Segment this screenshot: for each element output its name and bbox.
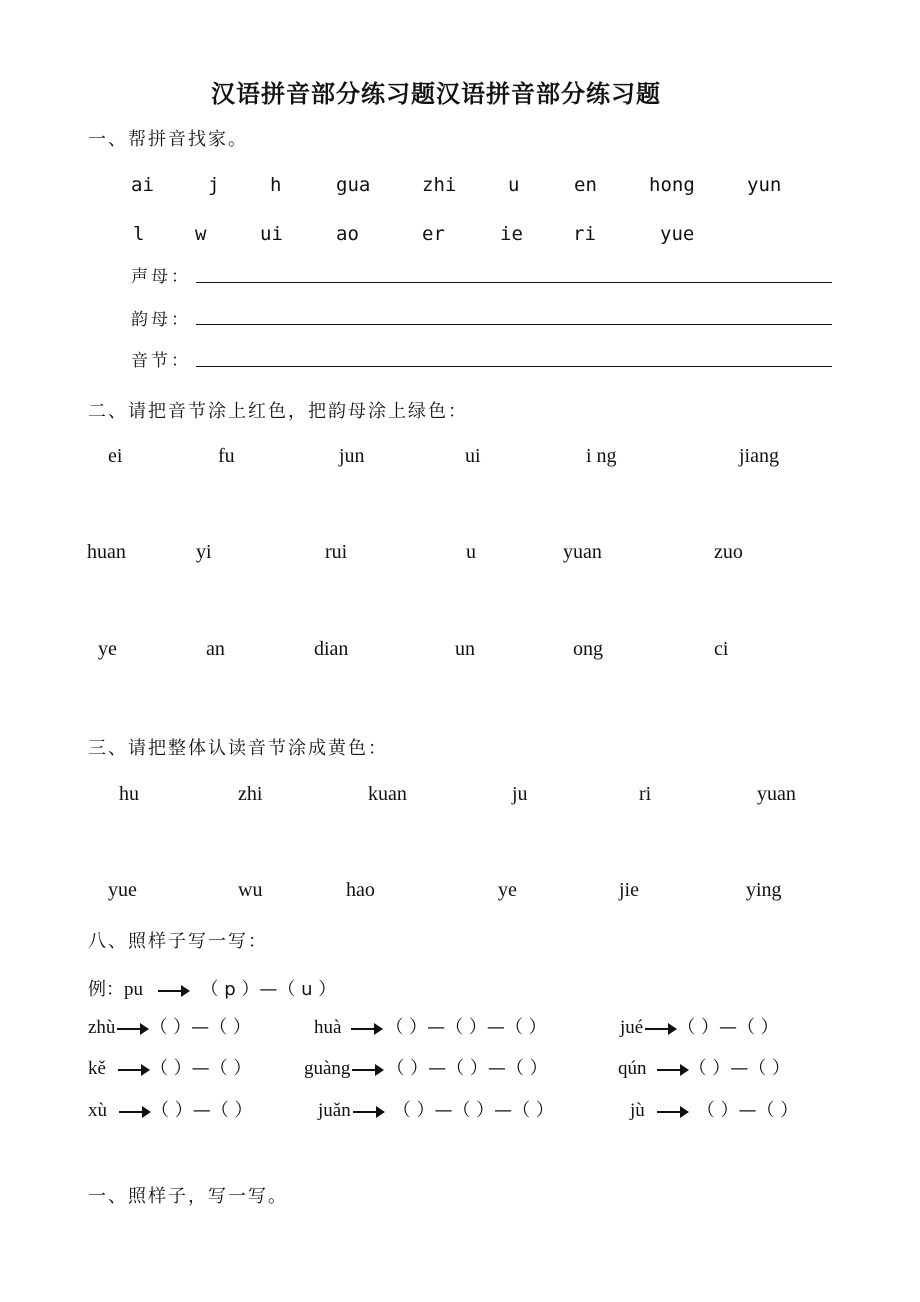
- split-word: huà: [314, 1017, 342, 1038]
- pinyin-item: fu: [218, 445, 235, 467]
- pinyin-item: yi: [196, 541, 212, 563]
- split-word: kě: [88, 1058, 106, 1079]
- split-word: juǎn: [318, 1100, 351, 1121]
- section-last-heading: 一、照样子，写一写。: [88, 1186, 288, 1207]
- pinyin-item: yue: [660, 223, 695, 245]
- pinyin-item: en: [574, 174, 597, 196]
- split-item: [88, 1054, 251, 1080]
- pinyin-item: jiang: [739, 445, 779, 467]
- answer-blanks[interactable]: （ ）—（ ）—（ ）: [385, 1017, 547, 1038]
- pinyin-item: zhi: [422, 174, 457, 196]
- pinyin-item: wu: [238, 879, 263, 901]
- finals-answer-line[interactable]: [196, 324, 832, 325]
- pinyin-item: rui: [325, 541, 348, 563]
- example-answer: （ p ）—（ u ）: [200, 979, 337, 1000]
- split-word: guàng: [304, 1058, 351, 1079]
- answer-blanks[interactable]: （ ）—（ ）: [696, 1100, 799, 1121]
- arrow-icon: [353, 1111, 383, 1113]
- pinyin-item: ui: [260, 223, 283, 245]
- pinyin-item: jun: [339, 445, 365, 467]
- split-item: [618, 1054, 790, 1080]
- answer-blanks[interactable]: （ ）—（ ）: [149, 1017, 251, 1038]
- pinyin-item: ei: [108, 445, 123, 467]
- answer-blanks[interactable]: （ ）—（ ）: [149, 1058, 252, 1079]
- pinyin-item: yuan: [563, 541, 602, 563]
- arrow-icon: [351, 1028, 381, 1030]
- pinyin-item: ui: [465, 445, 481, 467]
- example-row: [88, 975, 336, 1001]
- pinyin-item: ju: [512, 783, 528, 805]
- pinyin-item: huan: [87, 541, 126, 563]
- split-word: xù: [88, 1100, 107, 1121]
- pinyin-item: ai: [131, 174, 154, 196]
- split-item: [620, 1013, 779, 1039]
- pinyin-item: hu: [119, 783, 139, 805]
- arrow-icon: [657, 1111, 687, 1113]
- pinyin-item: kuan: [368, 783, 407, 805]
- example-label: 例：: [88, 979, 124, 1000]
- pinyin-item: dian: [314, 638, 349, 660]
- pinyin-item: j: [208, 174, 220, 196]
- section8-heading: 八、照样子写一写：: [88, 931, 268, 952]
- pinyin-item: ao: [336, 223, 359, 245]
- pinyin-item: ci: [714, 638, 729, 660]
- pinyin-item: u: [508, 174, 520, 196]
- split-item: [314, 1013, 547, 1039]
- pinyin-item: ying: [746, 879, 782, 901]
- syllables-answer-line[interactable]: [196, 366, 832, 367]
- pinyin-item: ong: [573, 638, 603, 660]
- split-item: [88, 1013, 251, 1039]
- pinyin-item: hao: [346, 879, 375, 901]
- syllables-label: 音节：: [131, 351, 191, 371]
- split-item: [318, 1096, 554, 1122]
- finals-label: 韵母：: [131, 310, 191, 330]
- arrow-icon: [158, 990, 188, 992]
- pinyin-item: ri: [639, 783, 652, 805]
- pinyin-item: gua: [336, 174, 371, 196]
- answer-blanks[interactable]: （ ）—（ ）: [677, 1017, 779, 1038]
- pinyin-item: ye: [98, 638, 117, 660]
- pinyin-item: u: [466, 541, 476, 563]
- pinyin-item: w: [195, 223, 207, 245]
- section2-heading: 二、请把音节涂上红色，把韵母涂上绿色：: [88, 401, 468, 422]
- section1-heading: 一、帮拼音找家。: [88, 129, 248, 150]
- split-item: [304, 1054, 548, 1080]
- pinyin-item: i ng: [586, 445, 617, 467]
- page-title: 汉语拼音部分练习题汉语拼音部分练习题: [211, 80, 661, 108]
- pinyin-item: l: [133, 223, 145, 245]
- pinyin-item: h: [270, 174, 282, 196]
- pinyin-item: ie: [500, 223, 523, 245]
- arrow-icon: [645, 1028, 675, 1030]
- example-word: pu: [124, 979, 143, 1000]
- initials-answer-line[interactable]: [196, 282, 832, 283]
- pinyin-item: zhi: [238, 783, 263, 805]
- split-word: qún: [618, 1058, 647, 1079]
- pinyin-item: yuan: [757, 783, 796, 805]
- pinyin-item: yue: [108, 879, 137, 901]
- split-item: [630, 1096, 798, 1122]
- split-word: zhù: [88, 1017, 116, 1038]
- answer-blanks[interactable]: （ ）—（ ）—（ ）: [386, 1058, 548, 1079]
- answer-blanks[interactable]: （ ）—（ ）: [151, 1100, 253, 1121]
- split-word: jué: [620, 1017, 644, 1038]
- pinyin-item: er: [422, 223, 445, 245]
- split-item: [88, 1096, 252, 1122]
- initials-label: 声母：: [131, 267, 191, 287]
- pinyin-item: jie: [619, 879, 639, 901]
- pinyin-item: an: [206, 638, 225, 660]
- arrow-icon: [352, 1069, 382, 1071]
- pinyin-item: zuo: [714, 541, 743, 563]
- pinyin-item: un: [455, 638, 475, 660]
- pinyin-item: yun: [747, 174, 782, 196]
- arrow-icon: [657, 1069, 687, 1071]
- answer-blanks[interactable]: （ ）—（ ）—（ ）: [392, 1100, 554, 1121]
- arrow-icon: [117, 1028, 147, 1030]
- arrow-icon: [118, 1069, 148, 1071]
- answer-blanks[interactable]: （ ）—（ ）: [688, 1058, 790, 1079]
- pinyin-item: hong: [649, 174, 695, 196]
- pinyin-item: ye: [498, 879, 517, 901]
- split-word: jù: [630, 1100, 645, 1121]
- pinyin-item: ri: [573, 223, 596, 245]
- section3-heading: 三、请把整体认读音节涂成黄色：: [88, 738, 388, 759]
- arrow-icon: [119, 1111, 149, 1113]
